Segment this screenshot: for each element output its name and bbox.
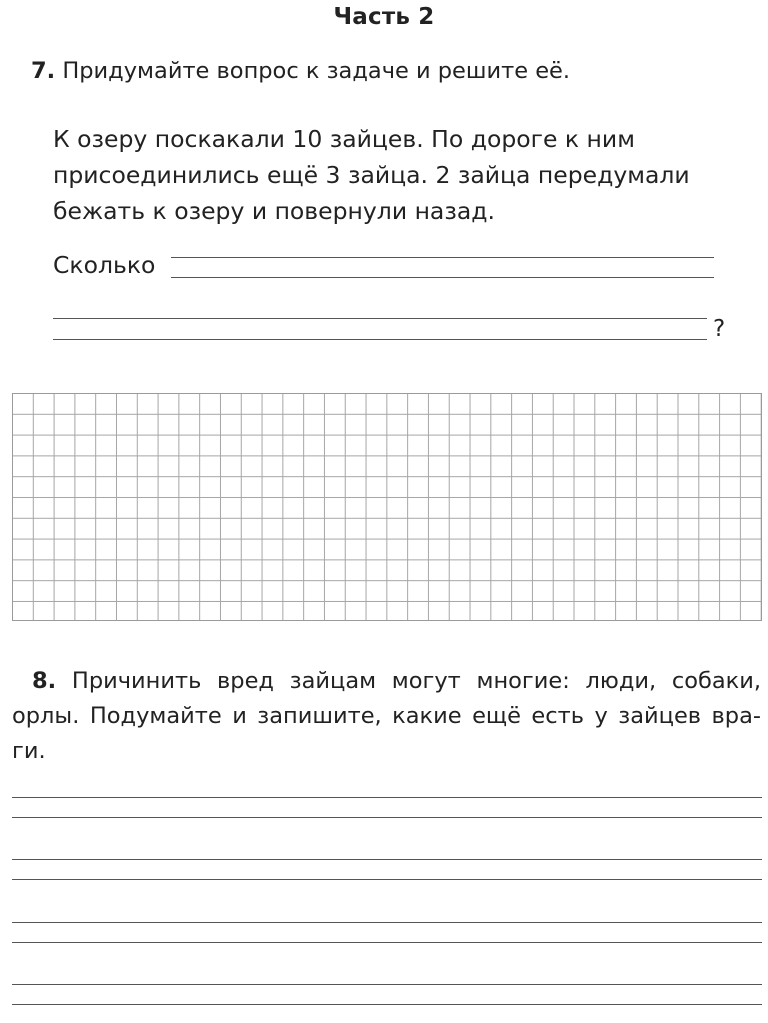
question-mark: ? — [713, 316, 726, 342]
task-8-number: 8. — [32, 668, 57, 694]
answer-line[interactable] — [12, 817, 762, 818]
answer-line[interactable] — [12, 942, 762, 943]
part-title: Часть 2 — [333, 4, 435, 30]
task-8-line-1 — [12, 664, 761, 699]
task-7-heading — [31, 58, 570, 84]
answer-line[interactable] — [12, 922, 762, 923]
answer-line[interactable] — [12, 879, 762, 880]
problem-line: К озеру поскакали 10 зайцев. По дороге к ним — [53, 125, 635, 153]
question-start-label: Сколько — [53, 251, 156, 279]
answer-line[interactable] — [12, 1004, 762, 1005]
task-7-problem-text — [53, 121, 743, 229]
task-8-text — [12, 664, 761, 769]
task-8-line-1-text: Причинить вред зайцам могут многие: люди, собаки, — [71, 668, 762, 694]
answer-line[interactable] — [12, 797, 762, 798]
question-answer-line[interactable] — [53, 318, 707, 319]
answer-line[interactable] — [12, 859, 762, 860]
question-answer-line[interactable] — [171, 257, 714, 258]
question-answer-line[interactable] — [171, 277, 714, 278]
task-8-line-2: орлы. Подумайте и запишите, какие ещё есть у зайцев вра- — [12, 703, 761, 729]
solution-grid[interactable] — [12, 393, 762, 621]
task-7-number: 7. — [31, 58, 56, 84]
question-answer-line[interactable] — [53, 339, 707, 340]
problem-line: присоединились ещё 3 зайца. 2 зайца передумали — [53, 161, 690, 189]
task-7-instruction: Придумайте вопрос к задаче и решите её. — [62, 58, 571, 84]
problem-line: бежать к озеру и повернули назад. — [53, 197, 495, 225]
task-8-line-3: ги. — [12, 738, 46, 764]
answer-line[interactable] — [12, 984, 762, 985]
